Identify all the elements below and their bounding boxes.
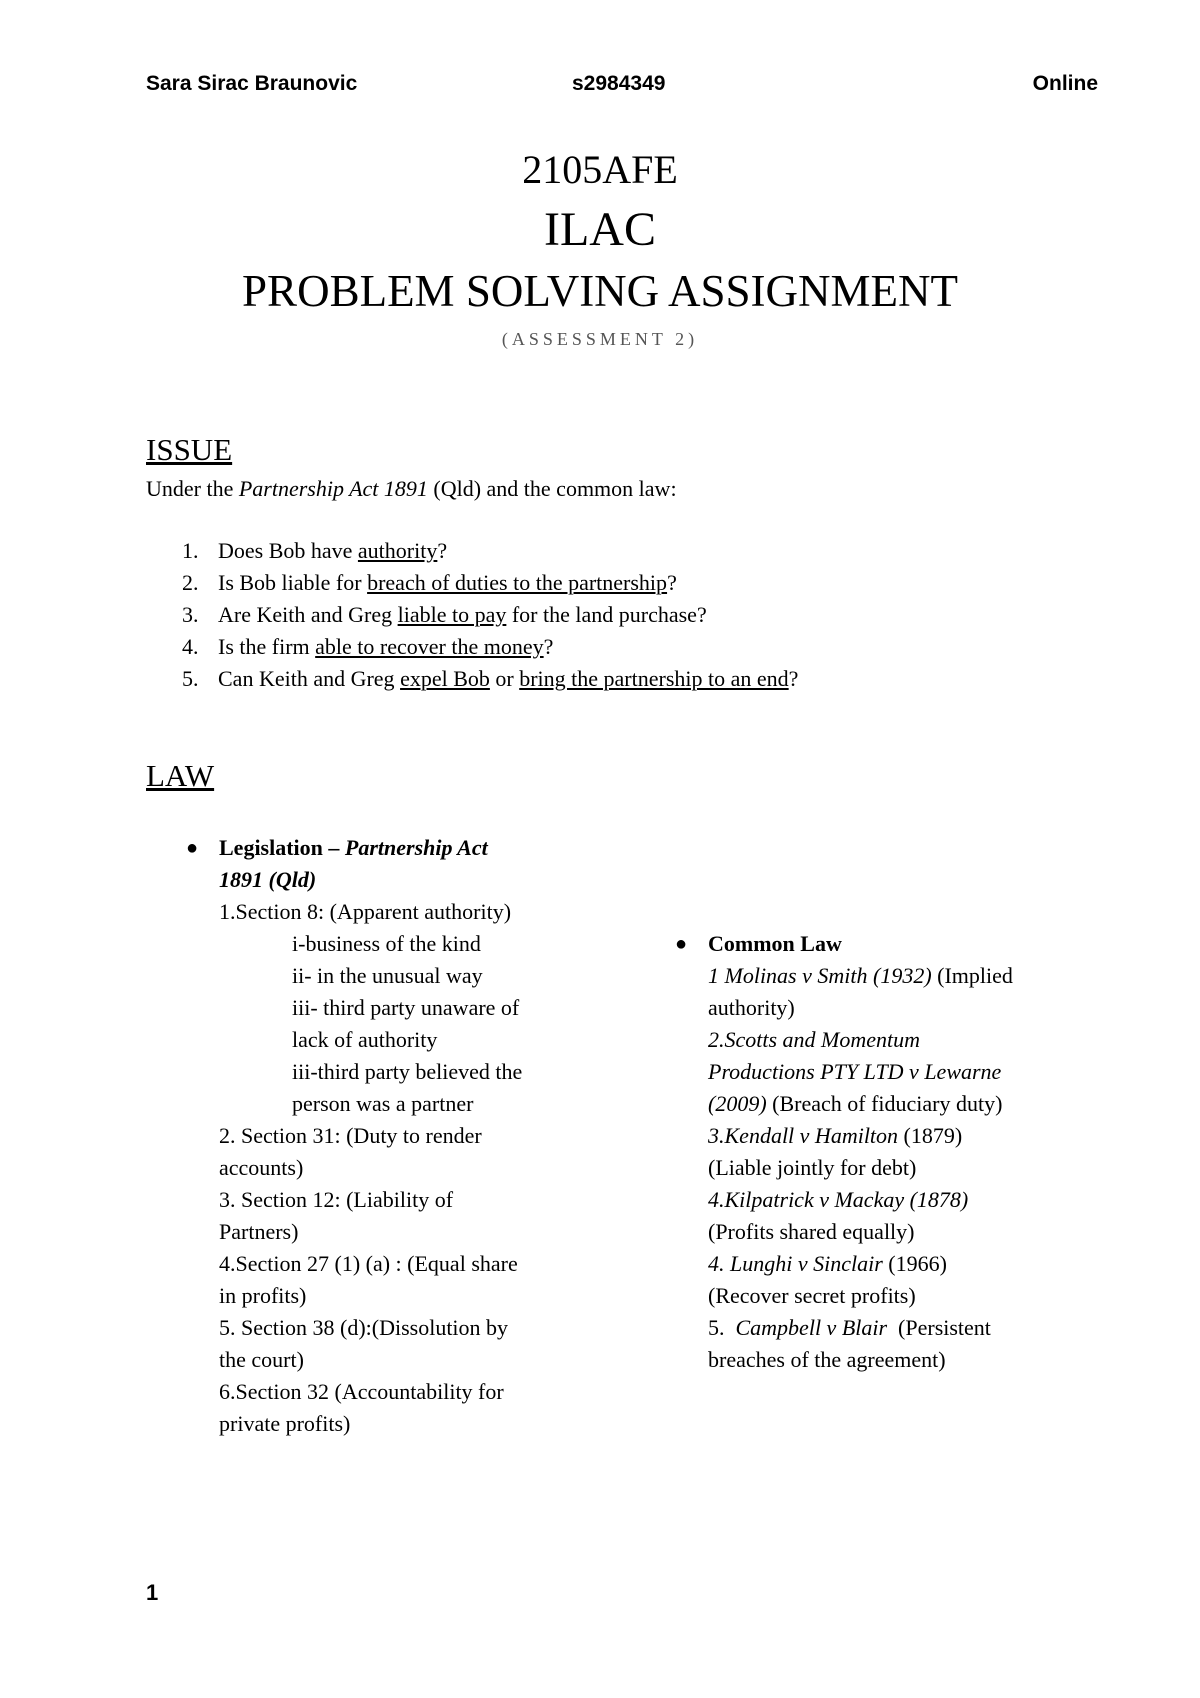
list-item (146, 570, 798, 602)
item-underlined-2: bring the partnership to an end (519, 666, 789, 691)
item-number: 2. (182, 570, 199, 595)
section-line: accounts) (219, 1155, 304, 1180)
document-title: PROBLEM SOLVING ASSIGNMENT (242, 266, 958, 316)
item-text-end: ? (667, 570, 677, 595)
issue-list (146, 538, 798, 698)
section-line: 6.Section 32 (Accountability for (219, 1379, 504, 1404)
case-year: (2009) (708, 1091, 767, 1116)
section-line: private profits) (219, 1411, 351, 1436)
item-underlined: breach of duties to the partnership (367, 570, 668, 595)
case-name: 4. Lunghi v Sinclair (708, 1251, 883, 1276)
case-line (708, 1248, 1075, 1280)
section-line: Partners) (219, 1219, 299, 1244)
section-line: in profits) (219, 1283, 307, 1308)
item-number: 5. (182, 666, 199, 691)
section-line: 5. Section 38 (d):(Dissolution by (219, 1315, 509, 1340)
page-number: 1 (146, 1580, 159, 1605)
list-item (146, 538, 798, 570)
case-line (708, 1088, 1075, 1120)
case-desc-line: authority) (708, 995, 795, 1020)
issue-intro (146, 476, 677, 502)
page-header (146, 72, 1098, 102)
section-line: 3. Section 12: (Liability of (219, 1187, 454, 1212)
common-law-label: Common Law (708, 931, 842, 956)
item-text: Is the firm (218, 634, 316, 659)
section-line: 4.Section 27 (1) (a) : (Equal share (219, 1251, 518, 1276)
list-item (146, 634, 798, 666)
item-text-end: ? (543, 634, 554, 659)
bullet-icon: ● (675, 933, 688, 955)
item-text-mid: or (489, 666, 520, 691)
case-desc: (Persistent (887, 1315, 991, 1340)
bullet-icon: ● (186, 837, 199, 859)
case-number: 5. (708, 1315, 736, 1340)
case-name: Campbell v Blair (735, 1315, 888, 1340)
case-name: 3.Kendall v Hamilton (708, 1123, 899, 1148)
case-desc: (Breach of fiduciary duty) (766, 1091, 1003, 1116)
section-8-item: ii- in the unusual way (292, 963, 483, 988)
legislation-label (219, 832, 566, 864)
case-name-line: Productions PTY LTD v Lewarne (708, 1059, 1002, 1084)
item-underlined: able to recover the money (315, 634, 544, 659)
section-8: 1.Section 8: (Apparent authority) (219, 899, 512, 924)
act-name: Partnership Act 1891 (238, 476, 428, 501)
item-text-end: ? (437, 538, 448, 563)
case-desc-line: (Liable jointly for debt) (708, 1155, 917, 1180)
study-mode: Online (1032, 72, 1098, 95)
act-title: Partnership Act (344, 835, 488, 860)
case-year: (1966) (882, 1251, 947, 1276)
legislation-column (186, 832, 566, 1440)
intro-text-end: (Qld) and the common law: (427, 476, 677, 501)
section-line: 2. Section 31: (Duty to render (219, 1123, 482, 1148)
item-text: Can Keith and Greg (218, 666, 401, 691)
case-name-line: 2.Scotts and Momentum (708, 1027, 921, 1052)
section-8-item: i-business of the kind (292, 931, 481, 956)
case-year: (1879) (898, 1123, 963, 1148)
item-underlined: expel Bob (400, 666, 490, 691)
case-name-line: 4.Kilpatrick v Mackay (1878) (708, 1187, 969, 1212)
item-text: Does Bob have (218, 538, 358, 563)
case-name: 1 Molinas v Smith (1932) (708, 963, 932, 988)
method-title: ILAC (544, 203, 656, 256)
course-code: 2105AFE (522, 147, 678, 192)
student-id: s2984349 (572, 72, 666, 95)
issue-heading: ISSUE (146, 432, 233, 467)
case-desc-line: (Profits shared equally) (708, 1219, 915, 1244)
section-8-item: iii- third party unaware of (292, 995, 520, 1020)
section-8-item: person was a partner (292, 1091, 474, 1116)
document-subtitle: (ASSESSMENT 2) (501, 329, 699, 349)
section-line: the court) (219, 1347, 304, 1372)
law-heading: LAW (146, 758, 215, 793)
section-8-item: lack of authority (292, 1027, 438, 1052)
case-line (708, 960, 1075, 992)
case-desc-line: (Recover secret profits) (708, 1283, 916, 1308)
act-year: 1891 (Qld) (219, 867, 317, 892)
list-item (146, 602, 798, 634)
case-desc-line: breaches of the agreement) (708, 1347, 946, 1372)
list-item (146, 666, 798, 698)
legislation-text: Legislation – (219, 835, 345, 860)
item-text: Is Bob liable for (218, 570, 368, 595)
item-underlined: liable to pay (397, 602, 507, 627)
item-number: 1. (182, 538, 199, 563)
case-line (708, 1312, 1075, 1344)
item-text-end: ? (788, 666, 799, 691)
item-number: 3. (182, 602, 199, 627)
item-number: 4. (182, 634, 199, 659)
section-8-item: iii-third party believed the (292, 1059, 523, 1084)
case-desc: (Implied (931, 963, 1013, 988)
item-underlined: authority (357, 538, 438, 563)
case-line (708, 1120, 1075, 1152)
intro-text: Under the (146, 476, 239, 501)
author-name: Sara Sirac Braunovic (146, 72, 358, 95)
common-law-column (675, 928, 1075, 1376)
item-text: Are Keith and Greg (218, 602, 398, 627)
item-text-end: for the land purchase? (506, 602, 707, 627)
